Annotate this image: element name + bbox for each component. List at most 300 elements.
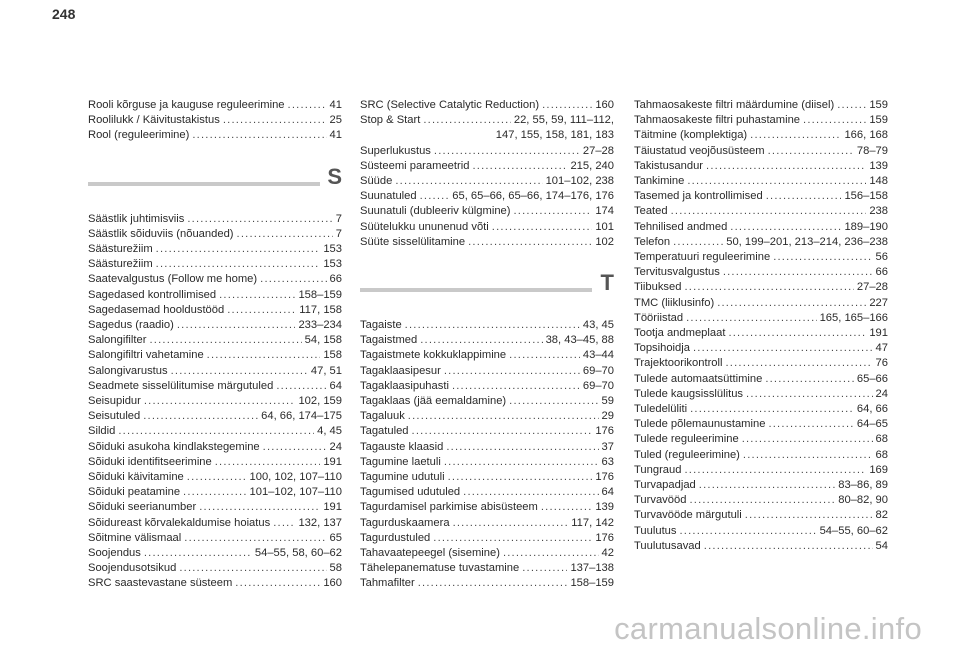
index-entry bbox=[360, 561, 614, 576]
dot-leader bbox=[690, 402, 854, 417]
dot-leader bbox=[766, 189, 842, 204]
entry-term: Tuled (reguleerimine) bbox=[634, 448, 740, 461]
index-entry bbox=[88, 576, 342, 591]
entry-term: Tagumine udutuli bbox=[360, 471, 445, 484]
entry-term: Tööriistad bbox=[634, 311, 684, 324]
entry-term: Seadmete sisselülitumise märgutuled bbox=[88, 379, 274, 392]
dot-leader bbox=[687, 174, 866, 189]
dot-leader bbox=[235, 576, 320, 591]
entry-pages: 7 bbox=[335, 227, 342, 240]
entry-pages: 215, 240 bbox=[570, 159, 614, 172]
entry-pages: 47, 51 bbox=[310, 364, 342, 377]
entry-term: Temperatuuri reguleerimine bbox=[634, 251, 771, 264]
entry-term: Takistusandur bbox=[634, 159, 704, 172]
page-number: 248 bbox=[52, 6, 76, 22]
dot-leader bbox=[773, 250, 872, 265]
section-letter: S bbox=[327, 163, 342, 189]
entry-term: Säästurežiim bbox=[88, 258, 153, 271]
entry-term: Tagaiste bbox=[360, 319, 402, 332]
index-entry bbox=[88, 440, 342, 455]
index-entry bbox=[634, 280, 888, 295]
dot-leader bbox=[144, 546, 252, 561]
entry-pages: 54 bbox=[875, 539, 888, 552]
entry-term: Tahmafilter bbox=[360, 577, 415, 590]
entry-pages: 65–66 bbox=[856, 372, 888, 385]
entry-term: Tuledelüliti bbox=[634, 403, 688, 416]
entry-term: Salongifiltri vahetamine bbox=[88, 349, 204, 362]
index-entry bbox=[88, 455, 342, 470]
entry-term: Tagaistmed bbox=[360, 334, 418, 347]
entry-pages: 24 bbox=[329, 440, 342, 453]
index-entry bbox=[634, 265, 888, 280]
entry-term: Tagaklaasipesur bbox=[360, 364, 441, 377]
entry-pages: 64, 66, 174–175 bbox=[261, 410, 342, 423]
dot-leader bbox=[444, 364, 580, 379]
entry-pages: 64–65 bbox=[856, 418, 888, 431]
entry-pages: 64 bbox=[329, 379, 342, 392]
index-column-3 bbox=[634, 98, 888, 554]
index-column-2 bbox=[360, 98, 614, 592]
dot-leader bbox=[444, 455, 599, 470]
index-entry bbox=[88, 364, 342, 379]
entry-term: Tagaistmete kokkuklappimine bbox=[360, 349, 507, 362]
section-letter: T bbox=[600, 270, 614, 296]
entry-pages: 102 bbox=[595, 235, 614, 248]
entry-term: Sõiduki käivitamine bbox=[88, 471, 184, 484]
entry-term: Tulede automaatsüttimine bbox=[634, 372, 763, 385]
entry-pages: 132, 137 bbox=[298, 516, 342, 529]
index-entry bbox=[88, 424, 342, 439]
dot-leader bbox=[448, 470, 593, 485]
entry-pages: 101 bbox=[595, 220, 614, 233]
entry-term: Süütelukku ununenud võti bbox=[360, 220, 489, 233]
dot-leader bbox=[237, 227, 333, 242]
dot-leader bbox=[704, 539, 873, 554]
entry-term: Tagumine laetuli bbox=[360, 455, 441, 468]
index-entry bbox=[360, 470, 614, 485]
entry-pages: 58 bbox=[329, 562, 342, 575]
entry-term: Turvapadjad bbox=[634, 479, 696, 492]
index-entry bbox=[634, 311, 888, 326]
entry-term: Sõidureast kõrvalekaldumise hoiatus bbox=[88, 516, 271, 529]
dot-leader bbox=[395, 174, 542, 189]
entry-term: Täiustatud veojõusüsteem bbox=[634, 144, 765, 157]
entry-pages: 80–82, 90 bbox=[838, 494, 888, 507]
entry-pages: 54–55, 60–62 bbox=[819, 524, 888, 537]
index-entry bbox=[360, 98, 614, 113]
entry-pages: 117, 142 bbox=[571, 516, 614, 529]
index-entry bbox=[634, 341, 888, 356]
index-entry bbox=[88, 394, 342, 409]
index-entry bbox=[634, 113, 888, 128]
index-entry bbox=[360, 204, 614, 219]
entry-pages: 147, 155, 158, 181, 183 bbox=[495, 129, 614, 142]
section-header bbox=[360, 268, 614, 306]
index-entry bbox=[88, 348, 342, 363]
index-entry bbox=[634, 174, 888, 189]
entry-term: Sõitmine välismaal bbox=[88, 531, 182, 544]
entry-term: Sagedasemad hooldustööd bbox=[88, 303, 225, 316]
index-entry bbox=[360, 394, 614, 409]
entry-pages: 47 bbox=[875, 342, 888, 355]
index-entry bbox=[360, 113, 614, 128]
entry-pages: 159 bbox=[869, 99, 888, 111]
entry-term: Saatevalgustus (Follow me home) bbox=[88, 273, 258, 286]
index-entry bbox=[360, 409, 614, 424]
dot-leader bbox=[730, 220, 841, 235]
entry-term: Teated bbox=[634, 205, 668, 218]
dot-leader bbox=[156, 242, 321, 257]
entry-term: Roolilukk / Käivitustakistus bbox=[88, 114, 220, 127]
index-entry bbox=[634, 296, 888, 311]
index-entry bbox=[88, 470, 342, 485]
entry-pages: 78–79 bbox=[856, 144, 888, 157]
dot-leader bbox=[118, 424, 314, 439]
index-entry bbox=[634, 159, 888, 174]
entry-pages: 27–28 bbox=[856, 281, 888, 294]
entry-term: Sagedased kontrollimised bbox=[88, 288, 217, 301]
entry-pages: 139 bbox=[595, 501, 614, 514]
index-entry bbox=[88, 242, 342, 257]
entry-pages: 238 bbox=[869, 205, 888, 218]
entry-term: Tulede kaugsisslülitus bbox=[634, 387, 744, 400]
entry-pages: 227 bbox=[869, 296, 888, 309]
entry-pages: 137–138 bbox=[570, 562, 614, 575]
entry-term: Süsteemi parameetrid bbox=[360, 159, 470, 172]
entry-term: Tankimine bbox=[634, 175, 685, 188]
entry-pages: 153 bbox=[323, 258, 342, 271]
dot-leader bbox=[149, 333, 301, 348]
index-entry bbox=[88, 561, 342, 576]
dot-leader bbox=[750, 128, 841, 143]
entry-pages: 29 bbox=[601, 410, 614, 423]
entry-term: Tulede reguleerimine bbox=[634, 433, 739, 446]
entry-pages: 43, 45 bbox=[582, 319, 614, 332]
dot-leader bbox=[408, 409, 599, 424]
entry-pages: 159 bbox=[869, 114, 888, 127]
entry-term: Tahavaatepeegel (sisemine) bbox=[360, 547, 500, 560]
index-entry bbox=[360, 440, 614, 455]
entry-pages: 68 bbox=[875, 448, 888, 461]
entry-pages: 191 bbox=[323, 455, 342, 468]
entry-term: Tasemed ja kontrollimised bbox=[634, 190, 763, 203]
dot-leader bbox=[418, 576, 568, 591]
dot-leader bbox=[183, 485, 246, 500]
index-entry bbox=[634, 250, 888, 265]
index-entry bbox=[634, 417, 888, 432]
entry-pages: 176 bbox=[595, 531, 614, 544]
index-entry bbox=[634, 372, 888, 387]
entry-pages: 233–234 bbox=[298, 319, 342, 332]
index-entry bbox=[634, 220, 888, 235]
entry-term: Telefon bbox=[634, 235, 671, 248]
dot-leader bbox=[463, 485, 598, 500]
entry-pages: 65, 65–66, 65–66, 174–176, 176 bbox=[452, 190, 614, 203]
entry-term: SRC saastevastane süsteem bbox=[88, 577, 233, 590]
entry-pages: 65 bbox=[329, 531, 342, 544]
dot-leader bbox=[179, 561, 326, 576]
entry-pages: 37 bbox=[601, 440, 614, 453]
index-entry bbox=[634, 326, 888, 341]
entry-term: Sõiduki seerianumber bbox=[88, 501, 197, 514]
entry-pages: 59 bbox=[601, 395, 614, 408]
entry-pages: 176 bbox=[595, 425, 614, 438]
entry-pages: 25 bbox=[329, 114, 342, 127]
index-entry bbox=[360, 235, 614, 250]
index-entry bbox=[360, 500, 614, 515]
entry-term: Tagurdustuled bbox=[360, 531, 431, 544]
entry-term: Tähelepanematuse tuvastamine bbox=[360, 562, 520, 575]
dot-leader bbox=[405, 318, 580, 333]
dot-leader bbox=[706, 159, 866, 174]
entry-pages: 42 bbox=[601, 547, 614, 560]
entry-term: Rool (reguleerimine) bbox=[88, 129, 190, 142]
entry-term: Tahmaosakeste filtri määrdumine (diisel) bbox=[634, 99, 835, 111]
index-entry bbox=[634, 356, 888, 371]
dot-leader bbox=[728, 326, 866, 341]
index-entry bbox=[634, 235, 888, 250]
entry-pages: 41 bbox=[329, 129, 342, 142]
index-entry bbox=[88, 318, 342, 333]
entry-term: Tuulutus bbox=[634, 524, 677, 537]
section-divider bbox=[360, 288, 592, 292]
dot-leader bbox=[743, 448, 873, 463]
entry-pages: 22, 55, 59, 111–112, bbox=[513, 114, 614, 127]
index-entry bbox=[360, 516, 614, 531]
index-entry bbox=[360, 576, 614, 591]
entry-term: Seisutuled bbox=[88, 410, 141, 423]
entry-pages: 27–28 bbox=[582, 144, 614, 157]
dot-leader bbox=[768, 144, 854, 159]
index-entry bbox=[634, 539, 888, 554]
dot-leader bbox=[717, 296, 866, 311]
dot-leader bbox=[803, 113, 866, 128]
dot-leader bbox=[184, 531, 326, 546]
index-entry bbox=[634, 493, 888, 508]
dot-leader bbox=[260, 272, 326, 287]
entry-term: Soojendus bbox=[88, 547, 141, 560]
dot-leader bbox=[423, 113, 511, 128]
entry-term: Sõiduki peatamine bbox=[88, 486, 181, 499]
index-entry bbox=[634, 144, 888, 159]
dot-leader bbox=[199, 500, 320, 515]
dot-leader bbox=[684, 280, 853, 295]
index-entry bbox=[360, 379, 614, 394]
entry-pages: 63 bbox=[601, 455, 614, 468]
entry-pages: 64 bbox=[601, 486, 614, 499]
index-entry bbox=[88, 379, 342, 394]
dot-leader bbox=[768, 417, 853, 432]
entry-term: Turvavööd bbox=[634, 494, 687, 507]
entry-pages: 191 bbox=[323, 501, 342, 514]
entry-term: Soojendusotsikud bbox=[88, 562, 177, 575]
entry-term: Salongifilter bbox=[88, 334, 147, 347]
entry-pages: 148 bbox=[869, 175, 888, 188]
dot-leader bbox=[187, 470, 247, 485]
index-entry bbox=[634, 387, 888, 402]
dot-leader bbox=[433, 531, 592, 546]
entry-term: Säästurežiim bbox=[88, 243, 153, 256]
index-entry bbox=[360, 485, 614, 500]
dot-leader bbox=[673, 235, 723, 250]
entry-term: Süüte sisselülitamine bbox=[360, 235, 466, 248]
index-entry bbox=[88, 128, 342, 143]
dot-leader bbox=[693, 341, 873, 356]
dot-leader bbox=[420, 333, 542, 348]
entry-term: TMC (liiklusinfo) bbox=[634, 296, 715, 309]
dot-leader bbox=[745, 508, 873, 523]
dot-leader bbox=[144, 394, 296, 409]
section-divider bbox=[88, 182, 320, 186]
entry-term: Tervitusvalgustus bbox=[634, 266, 720, 279]
entry-term: Trajektoorikontroll bbox=[634, 357, 723, 370]
index-entry bbox=[88, 257, 342, 272]
dot-leader bbox=[514, 204, 593, 219]
index-entry bbox=[360, 159, 614, 174]
index-entry bbox=[634, 432, 888, 447]
index-entry bbox=[88, 212, 342, 227]
entry-term: Tagurduskaamera bbox=[360, 516, 450, 529]
index-entry bbox=[634, 524, 888, 539]
dot-leader bbox=[412, 424, 593, 439]
index-entry bbox=[88, 113, 342, 128]
entry-term: Tagumised udutuled bbox=[360, 486, 461, 499]
index-entry bbox=[360, 333, 614, 348]
index-entry bbox=[88, 516, 342, 531]
index-entry bbox=[88, 546, 342, 561]
entry-term: Sõiduki identifitseerimine bbox=[88, 455, 212, 468]
dot-leader bbox=[273, 516, 295, 531]
entry-pages: 69–70 bbox=[582, 364, 614, 377]
dot-leader bbox=[143, 409, 258, 424]
entry-pages: 158–159 bbox=[298, 288, 342, 301]
dot-leader bbox=[689, 493, 835, 508]
entry-term: Tagauste klaasid bbox=[360, 440, 444, 453]
dot-leader bbox=[434, 144, 580, 159]
entry-term: Rooli kõrguse ja kauguse reguleerimine bbox=[88, 99, 285, 111]
entry-pages: 158 bbox=[323, 349, 342, 362]
entry-term: Tiibuksed bbox=[634, 281, 682, 294]
entry-term: Tuulutusavad bbox=[634, 539, 701, 552]
dot-leader bbox=[219, 288, 295, 303]
dot-leader bbox=[452, 379, 580, 394]
index-entry bbox=[634, 508, 888, 523]
dot-leader bbox=[509, 394, 598, 409]
entry-term: Säästlik juhtimisviis bbox=[88, 212, 185, 225]
index-entry bbox=[88, 272, 342, 287]
index-entry bbox=[360, 144, 614, 159]
dot-leader bbox=[156, 257, 321, 272]
entry-pages: 158–159 bbox=[570, 577, 614, 590]
entry-pages: 68 bbox=[875, 433, 888, 446]
dot-leader bbox=[472, 159, 567, 174]
entry-pages: 69–70 bbox=[582, 379, 614, 392]
dot-leader bbox=[177, 318, 296, 333]
dot-leader bbox=[684, 463, 866, 478]
entry-pages: 56 bbox=[875, 251, 888, 264]
entry-pages: 64, 66 bbox=[856, 403, 888, 416]
dot-leader bbox=[837, 98, 866, 113]
entry-term: Turvavööde märgutuli bbox=[634, 509, 742, 522]
dot-leader bbox=[215, 455, 321, 470]
entry-pages: 189–190 bbox=[844, 220, 888, 233]
index-entry bbox=[360, 546, 614, 561]
entry-pages: 101–102, 238 bbox=[545, 175, 614, 188]
index-entry bbox=[360, 455, 614, 470]
index-entry bbox=[360, 531, 614, 546]
dot-leader bbox=[223, 113, 327, 128]
entry-pages: 41 bbox=[329, 99, 342, 111]
entry-term: Sildid bbox=[88, 425, 116, 438]
index-entry bbox=[634, 463, 888, 478]
dot-leader bbox=[288, 98, 327, 113]
dot-leader bbox=[187, 212, 332, 227]
entry-pages: 54–55, 58, 60–62 bbox=[254, 547, 342, 560]
index-entry bbox=[634, 402, 888, 417]
entry-term: Suunatuled bbox=[360, 190, 417, 203]
section-header bbox=[88, 162, 342, 200]
dot-leader bbox=[522, 561, 567, 576]
watermark-text: carmanualsonline.info bbox=[614, 611, 922, 646]
index-column-1 bbox=[88, 98, 342, 592]
dot-leader bbox=[726, 356, 873, 371]
index-entry bbox=[88, 288, 342, 303]
entry-term: Tahmaosakeste filtri puhastamine bbox=[634, 114, 801, 127]
entry-pages: 4, 45 bbox=[317, 425, 342, 438]
entry-pages: 82 bbox=[875, 509, 888, 522]
dot-leader bbox=[171, 364, 308, 379]
entry-term: Salongivarustus bbox=[88, 364, 168, 377]
entry-pages: 7 bbox=[335, 212, 342, 225]
entry-pages: 50, 199–201, 213–214, 236–238 bbox=[726, 235, 888, 248]
index-entry bbox=[88, 303, 342, 318]
dot-leader bbox=[207, 348, 321, 363]
entry-pages: 38, 43–45, 88 bbox=[545, 334, 614, 347]
entry-pages: 166, 168 bbox=[844, 129, 888, 142]
entry-pages: 54, 158 bbox=[304, 334, 342, 347]
entry-term: SRC (Selective Catalytic Reduction) bbox=[360, 99, 540, 111]
entry-pages: 100, 102, 107–110 bbox=[249, 471, 342, 484]
entry-term: Suunatuli (dubleeriv külgmine) bbox=[360, 205, 511, 218]
entry-pages: 160 bbox=[595, 99, 614, 111]
dot-leader bbox=[446, 440, 598, 455]
index-entry bbox=[88, 409, 342, 424]
entry-term: Seisupidur bbox=[88, 395, 141, 408]
entry-term: Tungraud bbox=[634, 463, 682, 476]
dot-leader bbox=[686, 311, 816, 326]
dot-leader bbox=[420, 189, 450, 204]
dot-leader bbox=[276, 379, 326, 394]
entry-pages: 156–158 bbox=[844, 190, 888, 203]
entry-term: Säästlik sõiduviis (nõuanded) bbox=[88, 227, 234, 240]
index-entry bbox=[88, 531, 342, 546]
entry-pages: 66 bbox=[875, 266, 888, 279]
entry-pages: 117, 158 bbox=[299, 303, 342, 316]
dot-leader bbox=[542, 98, 592, 113]
index-entry bbox=[360, 364, 614, 379]
index-entry bbox=[360, 128, 614, 143]
index-entry bbox=[634, 128, 888, 143]
entry-term: Sagedus (raadio) bbox=[88, 319, 174, 332]
index-entry bbox=[634, 478, 888, 493]
index-entry bbox=[360, 220, 614, 235]
index-entry bbox=[634, 204, 888, 219]
dot-leader bbox=[742, 432, 873, 447]
index-entry bbox=[88, 98, 342, 113]
dot-leader bbox=[192, 128, 326, 143]
entry-term: Tootja andmeplaat bbox=[634, 327, 726, 340]
dot-leader bbox=[746, 387, 873, 402]
